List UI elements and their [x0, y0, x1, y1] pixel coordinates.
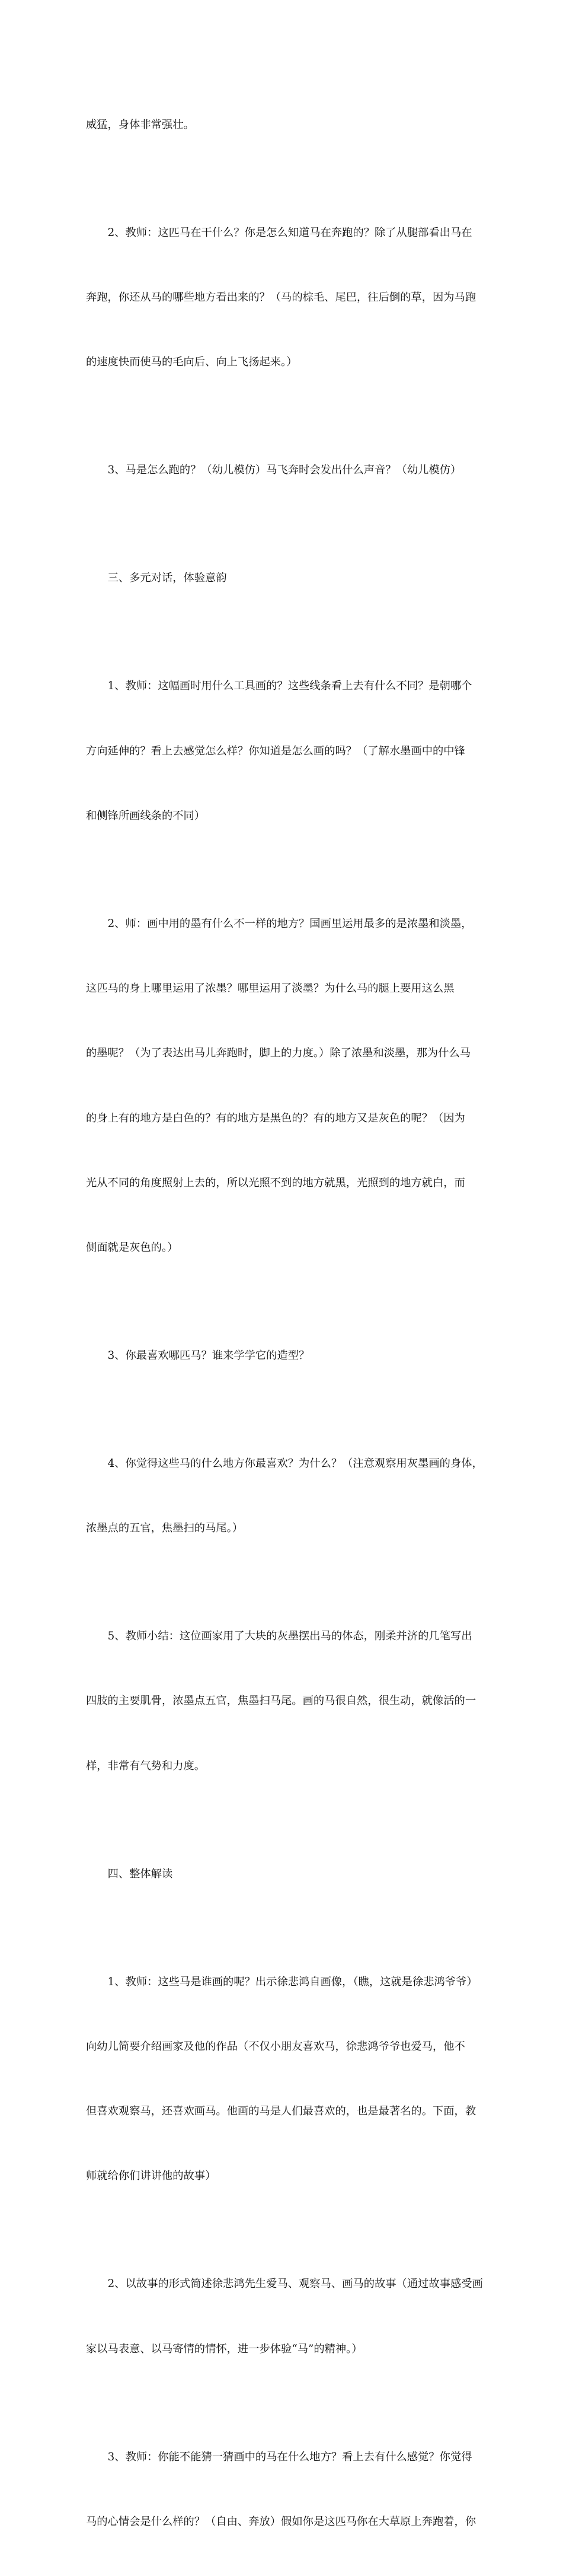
paragraph-2-horse-running [86, 179, 483, 416]
text-line: 2、以故事的形式简述徐悲鸿先生爱马、观察马、画马的故事（通过故事感受画 [107, 2278, 483, 2291]
text-line: 四、整体解读 [107, 1867, 173, 1880]
paragraph-teacher-summary [86, 1582, 483, 1820]
paragraph-story [86, 2231, 483, 2403]
text-line: 光从不同的角度照射上去的，所以光照不到的地方就黑，光照到的地方就白，而 [86, 1176, 465, 1189]
text-line: 侧面就是灰色的。） [86, 1241, 178, 1254]
paragraph-3-imitate [86, 417, 483, 525]
paragraph-artist-intro [86, 1928, 483, 2231]
text-line: 四肢的主要肌骨，浓墨点五官，焦墨扫马尾。画的马很自然，很生动，就像活的一 [86, 1695, 476, 1708]
section-heading-3 [86, 525, 483, 633]
text-line: 3、教师：你能不能猜一猜画中的马在什么地方？看上去有什么感觉？你觉得 [107, 2450, 472, 2463]
paragraph-guess-place [86, 2403, 483, 2576]
text-line: 1、教师：这些马是谁画的呢？出示徐悲鸿自画像，（瞧，这就是徐悲鸿爷爷） [107, 1975, 478, 1988]
text-line: 马的心情会是什么样的？（自由、奔放）假如你是这匹马你在大草原上奔跑着，你 [86, 2515, 476, 2528]
text-line: 这匹马的身上哪里运用了浓墨？哪里运用了淡墨？为什么马的腿上要用这么黑 [86, 982, 455, 995]
section-heading-4 [86, 1820, 483, 1928]
text-line: 家以马表意、以马寄情的情怀，进一步体验“马”的精神。） [86, 2342, 363, 2355]
paragraph-tools-lines [86, 633, 483, 870]
text-line: 三、多元对话，体验意韵 [107, 572, 227, 585]
text-line: 和侧锋所画线条的不同） [86, 809, 206, 822]
text-line: 的速度快而使马的毛向后、向上飞扬起来。） [86, 356, 298, 369]
text-line: 2、教师：这匹马在干什么？你是怎么知道马在奔跑的？除了从腿部看出马在 [107, 226, 472, 239]
text-line: 4、你觉得这些马的什么地方你最喜欢？为什么？（注意观察用灰墨画的身体， [107, 1457, 483, 1470]
paragraph-favorite-part [86, 1410, 483, 1582]
text-line: 的身上有的地方是白色的？有的地方是黑色的？有的地方又是灰色的呢？（因为 [86, 1112, 465, 1125]
text-line: 浓墨点的五官，焦墨扫的马尾。） [86, 1522, 244, 1535]
text-line: 师就给你们讲讲他的故事） [86, 2170, 216, 2183]
document-body [86, 71, 483, 2576]
text-line: 但喜欢观察马，还喜欢画马。他画的马是人们最喜欢的，也是最著名的。下面，教 [86, 2105, 476, 2118]
paragraph-continuation [86, 71, 483, 179]
text-line: 威猛，身体非常强壮。 [86, 118, 194, 131]
text-line: 5、教师小结：这位画家用了大块的灰墨摆出马的体态，刚柔并济的几笔写出 [107, 1630, 472, 1643]
text-line: 3、你最喜欢哪匹马？谁来学学它的造型？ [107, 1349, 310, 1362]
text-line: 方向延伸的？看上去感觉怎么样？你知道是怎么画的吗？（了解水墨画中的中锋 [86, 744, 465, 757]
text-line: 2、师：画中用的墨有什么不一样的地方？国画里运用最多的是浓墨和淡墨， [107, 917, 472, 930]
paragraph-ink-tones [86, 870, 483, 1302]
text-line: 1、教师：这幅画时用什么工具画的？这些线条看上去有什么不同？是朝哪个 [107, 680, 472, 693]
text-line: 3、马是怎么跑的？（幼儿模仿）马飞奔时会发出什么声音？（幼儿模仿） [107, 464, 462, 477]
text-line: 的墨呢？（为了表达出马儿奔跑时，脚上的力度。）除了浓墨和淡墨，那为什么马 [86, 1047, 471, 1060]
text-line: 向幼儿简要介绍画家及他的作品（不仅小朋友喜欢马，徐悲鸿爷爷也爱马，他不 [86, 2040, 465, 2053]
text-line: 奔跑，你还从马的哪些地方看出来的？（马的棕毛、尾巴，往后倒的草，因为马跑 [86, 291, 476, 304]
text-line: 样，非常有气势和力度。 [86, 1759, 206, 1772]
paragraph-favorite-horse [86, 1302, 483, 1410]
